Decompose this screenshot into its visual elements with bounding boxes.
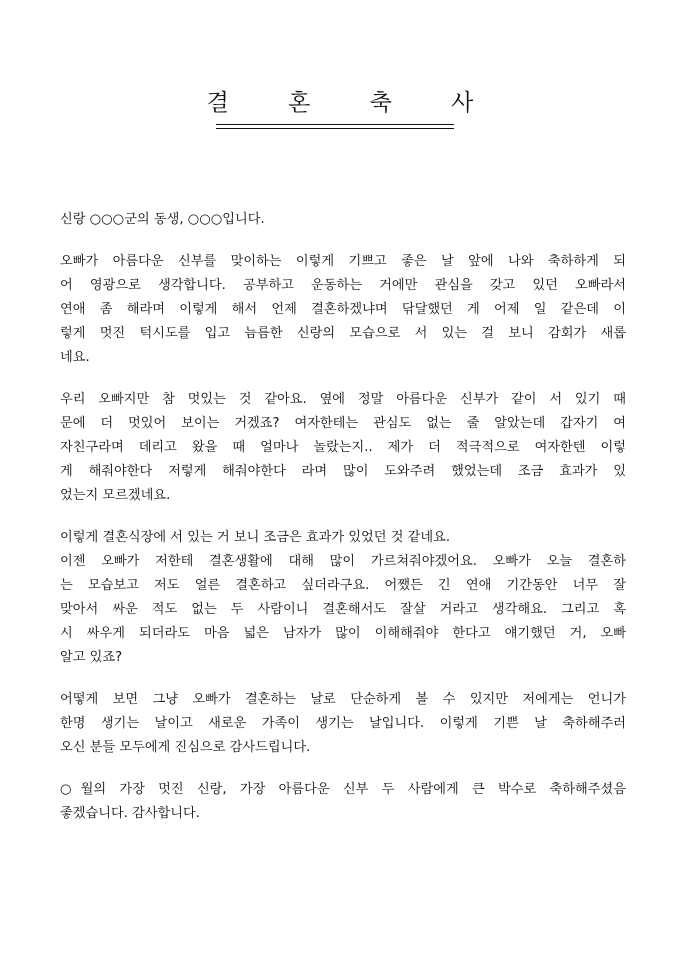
text-line: 게 해줘야한다 저렇게 해줘야한다 라며 많이 도와주려 했었는데 조금 효과가 있: [60, 464, 626, 479]
text-line: 었는지 모르겠네요.: [60, 488, 171, 503]
paragraph: [60, 208, 626, 232]
text-line: 오빠가 아름다운 신부를 맞이하는 이렇게 기쁘고 좋은 날 앞에 나와 축하하게 되: [60, 254, 626, 269]
text-line: 어떻게 보면 그냥 오빠가 결혼하는 날로 단순하게 볼 수 있지만 저에게는 언니가: [60, 692, 626, 707]
paragraph-gap: [60, 232, 626, 250]
paragraph: [60, 778, 626, 826]
title-underline-top: [216, 124, 454, 125]
text-line: ○월의 가장 멋진 신랑, 가장 아름다운 신부 두 사람에게 큰 박수로 축하해주셨음: [60, 782, 626, 797]
paragraph: [60, 388, 626, 508]
text-line: 렇게 멋진 턱시도를 입고 늠름한 신랑의 모습으로 서 있는 걸 보니 감회가 새롭: [60, 326, 626, 341]
title-underline-bottom: [216, 128, 454, 129]
text-line: 네요.: [60, 350, 90, 365]
text-line: 연애 좀 해라며 이렇게 해서 언제 결혼하겠냐며 닦달했던 게 어제 일 같은데 이: [60, 302, 626, 317]
paragraph: [60, 688, 626, 760]
text-line: 좋겠습니다. 감사합니다.: [60, 806, 200, 821]
text-line: 이젠 오빠가 저한테 결혼생활에 대해 많이 가르쳐줘야겠어요. 오빠가 오늘 결혼하: [60, 554, 626, 569]
page-title: 결 혼 축 사: [206, 90, 500, 116]
paragraph-gap: [60, 670, 626, 688]
text-line: 문에 더 멋있어 보이는 거겠죠? 여자한테는 관심도 없는 줄 알았는데 갑자기 여: [60, 416, 626, 431]
text-line: 한명 생기는 날이고 새로운 가족이 생기는 날입니다. 이렇게 기쁜 날 축하해주러: [60, 716, 626, 731]
text-line: 우리 오빠지만 참 멋있는 것 같아요. 옆에 정말 아름다운 신부가 같이 서 있기 때: [60, 392, 626, 407]
text-line: 는 모습보고 저도 얼른 결혼하고 싶더라구요. 어쨌든 긴 연애 기간동안 너무 잘: [60, 578, 626, 593]
paragraph: [60, 526, 626, 670]
text-line: 시 싸우게 되더라도 마음 넓은 남자가 많이 이해해줘야 한다고 얘기했던 거, 오빠: [60, 626, 626, 641]
text-line: 알고 있죠?: [60, 650, 123, 665]
paragraph-gap: [60, 760, 626, 778]
paragraph: [60, 250, 626, 370]
text-line: 어 영광으로 생각합니다. 공부하고 운동하는 거에만 관심을 갖고 있던 오빠라서: [60, 278, 626, 293]
speech-body: [60, 208, 626, 826]
text-line: 오신 분들 모두에게 진심으로 감사드립니다.: [60, 740, 311, 755]
text-line: 이렇게 결혼식장에 서 있는 거 보니 조금은 효과가 있었던 것 같네요.: [60, 530, 451, 545]
text-line: 신랑 ○○○군의 동생, ○○○입니다.: [60, 212, 265, 227]
text-line: 맞아서 싸운 적도 없는 두 사람이니 결혼해서도 잘살 거라고 생각해요. 그리고 혹: [60, 602, 626, 617]
text-line: 자친구라며 데리고 왔을 때 얼마나 놀랐는지.. 제가 더 적극적으로 여자한텐 이렇: [60, 440, 626, 455]
paragraph-gap: [60, 370, 626, 388]
paragraph-gap: [60, 508, 626, 526]
